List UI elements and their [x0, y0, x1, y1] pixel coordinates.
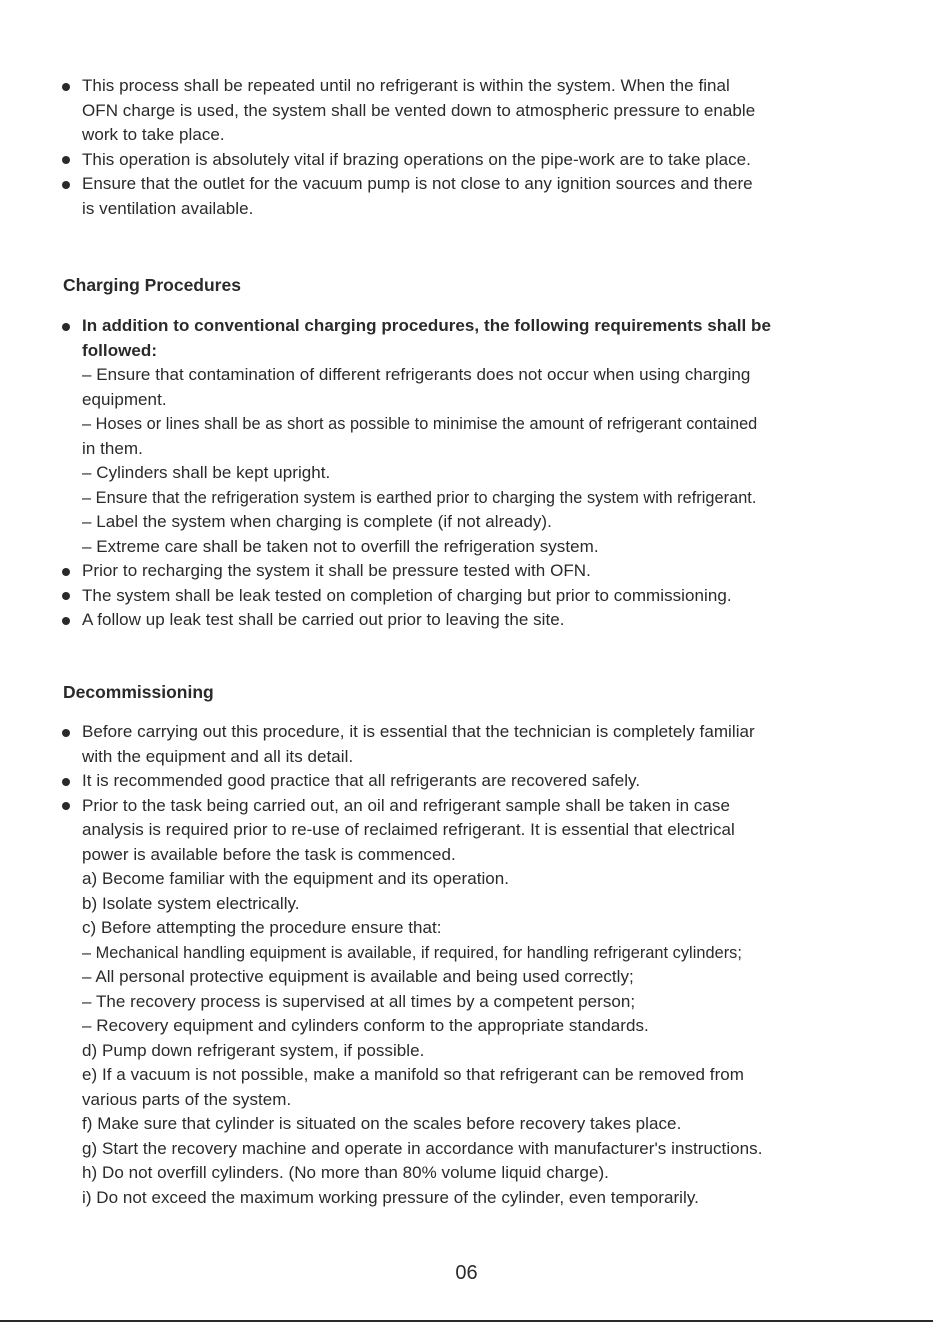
- charging-text: A follow up leak test shall be carried out prior to leaving the site.: [82, 610, 565, 629]
- bottom-divider: [0, 1320, 933, 1322]
- charging-text: – Hoses or lines shall be as short as possible to minimise the amount of refrigerant contained: [82, 415, 758, 433]
- decommissioning-text: c) Before attempting the procedure ensure that:: [82, 918, 442, 937]
- list-item: [60, 148, 875, 173]
- charging-section: [60, 314, 875, 633]
- step-item: [60, 1137, 875, 1162]
- decommissioning-text: b) Isolate system electrically.: [82, 893, 300, 913]
- sub-item: [60, 990, 875, 1015]
- decommissioning-text: a) Become familiar with the equipment and its operation.: [82, 869, 510, 888]
- charging-text: Prior to recharging the system it shall be pressure tested with OFN.: [82, 561, 591, 580]
- list-item: [60, 794, 875, 819]
- step-item-continuation: [60, 1088, 875, 1113]
- step-item: [60, 867, 875, 892]
- decommissioning-text: – Mechanical handling equipment is available, if required, for handling refrigerant cylinders;: [82, 943, 742, 962]
- decommissioning-text: e) If a vacuum is not possible, make a manifold so that refrigerant can be removed from: [82, 1065, 744, 1084]
- list-item: [60, 74, 875, 99]
- intro-section: [60, 74, 875, 221]
- list-item-continuation: [60, 843, 875, 868]
- list-item: [60, 314, 875, 339]
- decommissioning-text: g) Start the recovery machine and operate in accordance with manufacturer's instructions.: [82, 1138, 763, 1158]
- bullet-icon: [62, 156, 70, 164]
- bullet-icon: [62, 802, 70, 810]
- decommissioning-text: – The recovery process is supervised at all times by a competent person;: [82, 991, 636, 1011]
- bullet-icon: [62, 729, 70, 737]
- step-item: [60, 1112, 875, 1137]
- charging-text: followed:: [82, 340, 158, 360]
- charging-text: The system shall be leak tested on completion of charging but prior to commissioning.: [82, 585, 732, 605]
- bullet-icon: [62, 778, 70, 786]
- list-item-continuation: [60, 745, 875, 770]
- sub-item: [60, 461, 875, 486]
- list-item-continuation: [60, 339, 875, 364]
- charging-text: In addition to conventional charging procedures, the following requirements shall be: [82, 316, 771, 335]
- decommissioning-text: analysis is required prior to re-use of reclaimed refrigerant. It is essential that electrical: [82, 820, 735, 839]
- list-item-continuation: [60, 197, 875, 222]
- decommissioning-text: Before carrying out this procedure, it is essential that the technician is completely familiar: [82, 722, 755, 741]
- decommissioning-text: Prior to the task being carried out, an oil and refrigerant sample shall be taken in case: [82, 795, 730, 815]
- list-item: [60, 720, 875, 745]
- step-item: [60, 892, 875, 917]
- charging-text: – Cylinders shall be kept upright.: [82, 463, 331, 482]
- list-item: [60, 559, 875, 584]
- list-item: [60, 769, 875, 794]
- sub-item-continuation: [60, 437, 875, 462]
- list-item-continuation: [60, 818, 875, 843]
- bullet-icon: [62, 323, 70, 331]
- step-item: [60, 1186, 875, 1211]
- decommissioning-text: i) Do not exceed the maximum working pressure of the cylinder, even temporarily.: [82, 1187, 699, 1207]
- charging-text: equipment.: [82, 389, 167, 409]
- bullet-icon: [62, 592, 70, 600]
- list-item-continuation: [60, 99, 875, 124]
- bullet-icon: [62, 181, 70, 189]
- step-item: [60, 1161, 875, 1186]
- decommissioning-text: with the equipment and all its detail.: [82, 746, 354, 766]
- decommissioning-text: f) Make sure that cylinder is situated on the scales before recovery takes place.: [82, 1114, 682, 1133]
- list-item: [60, 172, 875, 197]
- intro-text: Ensure that the outlet for the vacuum pump is not close to any ignition sources and there: [82, 174, 753, 193]
- sub-item: [60, 965, 875, 990]
- decommissioning-text: power is available before the task is commenced.: [82, 844, 456, 864]
- sub-item: [60, 486, 875, 511]
- intro-text: is ventilation available.: [82, 198, 254, 218]
- charging-text: – Ensure that contamination of different refrigerants does not occur when using charging: [82, 365, 751, 384]
- decommissioning-text: It is recommended good practice that all refrigerants are recovered safely.: [82, 771, 641, 790]
- step-item: [60, 916, 875, 941]
- intro-text: This operation is absolutely vital if brazing operations on the pipe-work are to take place.: [82, 149, 751, 169]
- sub-item: [60, 412, 875, 437]
- decommissioning-text: h) Do not overfill cylinders. (No more than 80% volume liquid charge).: [82, 1163, 609, 1182]
- bullet-icon: [62, 83, 70, 91]
- charging-text: – Extreme care shall be taken not to overfill the refrigeration system.: [82, 536, 599, 556]
- page-number: 06: [455, 1262, 478, 1284]
- sub-item: [60, 510, 875, 535]
- sub-item: [60, 535, 875, 560]
- list-item: [60, 584, 875, 609]
- step-item: [60, 1063, 875, 1088]
- charging-text: in them.: [82, 438, 143, 458]
- intro-text: OFN charge is used, the system shall be vented down to atmospheric pressure to enable: [82, 100, 756, 120]
- decommissioning-text: d) Pump down refrigerant system, if possible.: [82, 1040, 425, 1060]
- decommissioning-text: – Recovery equipment and cylinders conform to the appropriate standards.: [82, 1016, 649, 1035]
- sub-item: [60, 941, 875, 966]
- decommissioning-text: various parts of the system.: [82, 1089, 292, 1109]
- sub-item-continuation: [60, 388, 875, 413]
- intro-text: work to take place.: [82, 125, 225, 144]
- decommissioning-text: – All personal protective equipment is available and being used correctly;: [82, 967, 634, 986]
- bullet-icon: [62, 617, 70, 625]
- sub-item: [60, 1014, 875, 1039]
- decommissioning-section: [60, 720, 875, 1210]
- charging-text: – Label the system when charging is complete (if not already).: [82, 512, 552, 531]
- step-item: [60, 1039, 875, 1064]
- charging-heading: Charging Procedures: [63, 275, 241, 295]
- list-item-continuation: [60, 123, 875, 148]
- decommissioning-heading: Decommissioning: [63, 682, 214, 702]
- sub-item: [60, 363, 875, 388]
- bullet-icon: [62, 568, 70, 576]
- charging-text: – Ensure that the refrigeration system is earthed prior to charging the system with refrigerant.: [82, 488, 757, 507]
- list-item: [60, 608, 875, 633]
- intro-text: This process shall be repeated until no refrigerant is within the system. When the final: [82, 76, 730, 95]
